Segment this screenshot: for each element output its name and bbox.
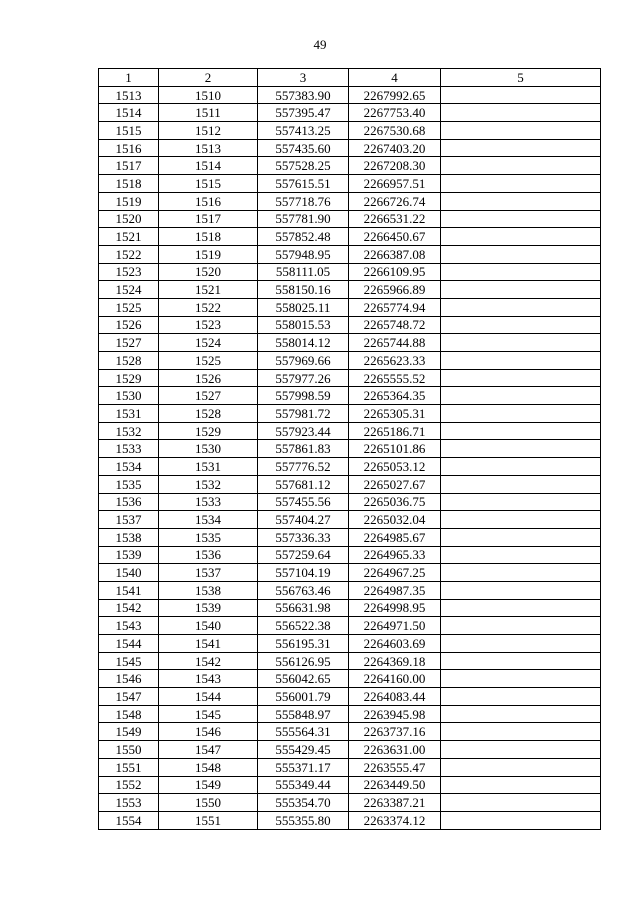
- table-cell: 1531: [159, 458, 258, 476]
- table-cell: [441, 528, 601, 546]
- table-cell: 1537: [99, 511, 159, 529]
- table-cell: [441, 511, 601, 529]
- table-cell: 2266957.51: [349, 175, 441, 193]
- table-row: [99, 581, 601, 599]
- table-cell: 2267992.65: [349, 86, 441, 104]
- table-row: [99, 440, 601, 458]
- table-cell: 1548: [159, 758, 258, 776]
- table-cell: 2265186.71: [349, 422, 441, 440]
- table-cell: [441, 334, 601, 352]
- table-cell: [441, 192, 601, 210]
- table-cell: 555564.31: [258, 723, 349, 741]
- table-row: [99, 493, 601, 511]
- table-cell: 1544: [99, 635, 159, 653]
- table-cell: 1539: [159, 599, 258, 617]
- table-cell: 2266531.22: [349, 210, 441, 228]
- table-cell: [441, 122, 601, 140]
- table-cell: 557395.47: [258, 104, 349, 122]
- table-cell: 1526: [99, 316, 159, 334]
- table-cell: 1517: [99, 157, 159, 175]
- table-cell: 1512: [159, 122, 258, 140]
- table-cell: 2264998.95: [349, 599, 441, 617]
- table-cell: 2267208.30: [349, 157, 441, 175]
- table-cell: [441, 263, 601, 281]
- table-cell: 1545: [99, 652, 159, 670]
- table-cell: 1528: [99, 352, 159, 370]
- table-cell: 1523: [99, 263, 159, 281]
- table-cell: 557455.56: [258, 493, 349, 511]
- table-cell: 2265555.52: [349, 369, 441, 387]
- table-cell: 1551: [159, 811, 258, 829]
- table-cell: 1510: [159, 86, 258, 104]
- column-header: 1: [99, 69, 159, 87]
- table-row: [99, 599, 601, 617]
- table-row: [99, 475, 601, 493]
- table-row: [99, 86, 601, 104]
- table-row: [99, 688, 601, 706]
- table-cell: [441, 688, 601, 706]
- page-number: 49: [313, 37, 327, 52]
- table-cell: [441, 776, 601, 794]
- table-cell: [441, 794, 601, 812]
- table-cell: 2267530.68: [349, 122, 441, 140]
- table-cell: 1533: [159, 493, 258, 511]
- table-cell: [441, 175, 601, 193]
- table-cell: 1536: [99, 493, 159, 511]
- table-cell: 1524: [159, 334, 258, 352]
- table-cell: 1534: [99, 458, 159, 476]
- table-cell: 1554: [99, 811, 159, 829]
- table-cell: [441, 652, 601, 670]
- table-cell: [441, 493, 601, 511]
- table-cell: [441, 104, 601, 122]
- table-cell: 557681.12: [258, 475, 349, 493]
- table-cell: 1552: [99, 776, 159, 794]
- table-cell: 1514: [159, 157, 258, 175]
- table-row: [99, 192, 601, 210]
- table-row: [99, 652, 601, 670]
- table-cell: 1538: [99, 528, 159, 546]
- table-cell: 2264160.00: [349, 670, 441, 688]
- table-row: [99, 334, 601, 352]
- table-cell: [441, 316, 601, 334]
- table-row: [99, 776, 601, 794]
- table-cell: 1538: [159, 581, 258, 599]
- table-cell: 1546: [99, 670, 159, 688]
- table-row: [99, 458, 601, 476]
- table-cell: 557336.33: [258, 528, 349, 546]
- table-cell: 1521: [99, 228, 159, 246]
- table-cell: 2265053.12: [349, 458, 441, 476]
- table-cell: 2264965.33: [349, 546, 441, 564]
- table-row: [99, 528, 601, 546]
- table-cell: 2264083.44: [349, 688, 441, 706]
- table-cell: 558015.53: [258, 316, 349, 334]
- column-header: 2: [159, 69, 258, 87]
- table-cell: 1535: [99, 475, 159, 493]
- table-cell: 1520: [99, 210, 159, 228]
- table-cell: 557998.59: [258, 387, 349, 405]
- table-row: [99, 422, 601, 440]
- table-cell: 557923.44: [258, 422, 349, 440]
- table-cell: [441, 139, 601, 157]
- table-cell: 2263945.98: [349, 705, 441, 723]
- table-cell: 557948.95: [258, 245, 349, 263]
- table-cell: 1514: [99, 104, 159, 122]
- table-cell: 2264985.67: [349, 528, 441, 546]
- table-row: [99, 122, 601, 140]
- table-cell: [441, 298, 601, 316]
- table-cell: 1548: [99, 705, 159, 723]
- table-cell: 2264987.35: [349, 581, 441, 599]
- table-cell: 1549: [159, 776, 258, 794]
- table-row: [99, 369, 601, 387]
- table-cell: 1513: [99, 86, 159, 104]
- table-cell: 555848.97: [258, 705, 349, 723]
- table-row: [99, 139, 601, 157]
- table-cell: 557852.48: [258, 228, 349, 246]
- table-row: [99, 210, 601, 228]
- table-row: [99, 811, 601, 829]
- table-cell: 1553: [99, 794, 159, 812]
- table-cell: 2263449.50: [349, 776, 441, 794]
- table-cell: 555355.80: [258, 811, 349, 829]
- table-cell: 1543: [159, 670, 258, 688]
- table-row: [99, 670, 601, 688]
- table-row: [99, 635, 601, 653]
- table-cell: 557981.72: [258, 405, 349, 423]
- table-row: [99, 758, 601, 776]
- table-cell: 557404.27: [258, 511, 349, 529]
- table-cell: 1547: [99, 688, 159, 706]
- table-cell: 557615.51: [258, 175, 349, 193]
- table-cell: 557104.19: [258, 564, 349, 582]
- table-cell: 1550: [159, 794, 258, 812]
- table-cell: 2263555.47: [349, 758, 441, 776]
- table-cell: 2265748.72: [349, 316, 441, 334]
- table-cell: 2266387.08: [349, 245, 441, 263]
- table-cell: 1516: [99, 139, 159, 157]
- table-cell: 1545: [159, 705, 258, 723]
- table-cell: 1535: [159, 528, 258, 546]
- table-cell: 558014.12: [258, 334, 349, 352]
- table-cell: 557718.76: [258, 192, 349, 210]
- table-row: [99, 316, 601, 334]
- table-cell: [441, 369, 601, 387]
- table-cell: 2265032.04: [349, 511, 441, 529]
- table-cell: 1542: [99, 599, 159, 617]
- table-cell: 1547: [159, 741, 258, 759]
- table-row: [99, 387, 601, 405]
- table-row: [99, 546, 601, 564]
- table-cell: 557861.83: [258, 440, 349, 458]
- table-cell: 1526: [159, 369, 258, 387]
- table-cell: 1551: [99, 758, 159, 776]
- table-cell: 2265966.89: [349, 281, 441, 299]
- table-cell: 1531: [99, 405, 159, 423]
- table-cell: 2266450.67: [349, 228, 441, 246]
- table-cell: 2265027.67: [349, 475, 441, 493]
- table-cell: 1542: [159, 652, 258, 670]
- table-cell: [441, 281, 601, 299]
- table-cell: 1523: [159, 316, 258, 334]
- table-cell: [441, 581, 601, 599]
- table-cell: 1519: [99, 192, 159, 210]
- table-cell: 1530: [99, 387, 159, 405]
- table-cell: [441, 228, 601, 246]
- table-cell: 2263387.21: [349, 794, 441, 812]
- table-cell: 1522: [159, 298, 258, 316]
- table-cell: [441, 352, 601, 370]
- table-cell: [441, 422, 601, 440]
- table-cell: 1534: [159, 511, 258, 529]
- table-cell: 1530: [159, 440, 258, 458]
- table-cell: 1516: [159, 192, 258, 210]
- table-cell: 2265036.75: [349, 493, 441, 511]
- table-cell: [441, 811, 601, 829]
- table-cell: 2265101.86: [349, 440, 441, 458]
- table-cell: 557413.25: [258, 122, 349, 140]
- table-cell: 556001.79: [258, 688, 349, 706]
- table-cell: 2265623.33: [349, 352, 441, 370]
- column-header: 4: [349, 69, 441, 87]
- table-cell: 2265364.35: [349, 387, 441, 405]
- table-cell: [441, 758, 601, 776]
- table-cell: [441, 670, 601, 688]
- column-header: 3: [258, 69, 349, 87]
- table-cell: [441, 617, 601, 635]
- table-cell: 556522.38: [258, 617, 349, 635]
- table-row: [99, 175, 601, 193]
- table-cell: 1528: [159, 405, 258, 423]
- table-cell: 557259.64: [258, 546, 349, 564]
- table-row: [99, 228, 601, 246]
- table-cell: [441, 741, 601, 759]
- table-cell: 1536: [159, 546, 258, 564]
- table-row: [99, 511, 601, 529]
- table-cell: 555371.17: [258, 758, 349, 776]
- table-cell: 2264603.69: [349, 635, 441, 653]
- table-row: [99, 157, 601, 175]
- coordinates-table: [98, 68, 601, 830]
- table-cell: 2267753.40: [349, 104, 441, 122]
- table-row: [99, 741, 601, 759]
- table-cell: 1529: [99, 369, 159, 387]
- table-cell: [441, 387, 601, 405]
- table-row: [99, 104, 601, 122]
- table-cell: 557977.26: [258, 369, 349, 387]
- table-cell: 1524: [99, 281, 159, 299]
- table-cell: 557383.90: [258, 86, 349, 104]
- table-row: [99, 298, 601, 316]
- table-cell: 1546: [159, 723, 258, 741]
- table-cell: 2265305.31: [349, 405, 441, 423]
- table-cell: 2263631.00: [349, 741, 441, 759]
- table-cell: 2264971.50: [349, 617, 441, 635]
- table-row: [99, 723, 601, 741]
- table-cell: 1511: [159, 104, 258, 122]
- table-row: [99, 281, 601, 299]
- table-cell: 1540: [159, 617, 258, 635]
- table-cell: [441, 458, 601, 476]
- table-cell: 1543: [99, 617, 159, 635]
- table-cell: 1541: [159, 635, 258, 653]
- table-cell: 557435.60: [258, 139, 349, 157]
- table-cell: 1541: [99, 581, 159, 599]
- table-cell: 2264967.25: [349, 564, 441, 582]
- table-cell: 1549: [99, 723, 159, 741]
- table-cell: 1513: [159, 139, 258, 157]
- table-cell: 556126.95: [258, 652, 349, 670]
- table-cell: 1521: [159, 281, 258, 299]
- table-cell: 1529: [159, 422, 258, 440]
- table-cell: [441, 564, 601, 582]
- table-cell: 1533: [99, 440, 159, 458]
- table-row: [99, 705, 601, 723]
- table-cell: [441, 599, 601, 617]
- table-cell: [441, 157, 601, 175]
- table-cell: 1532: [159, 475, 258, 493]
- table-row: [99, 564, 601, 582]
- table-cell: 1527: [99, 334, 159, 352]
- table-cell: 1522: [99, 245, 159, 263]
- table-cell: 556195.31: [258, 635, 349, 653]
- table-cell: 557969.66: [258, 352, 349, 370]
- table-row: [99, 405, 601, 423]
- table-cell: 556763.46: [258, 581, 349, 599]
- column-header: 5: [441, 69, 601, 87]
- table-cell: 1518: [99, 175, 159, 193]
- table-cell: 1517: [159, 210, 258, 228]
- table-cell: [441, 440, 601, 458]
- table-cell: 557528.25: [258, 157, 349, 175]
- table-cell: 558150.16: [258, 281, 349, 299]
- table-cell: [441, 245, 601, 263]
- table-cell: 558111.05: [258, 263, 349, 281]
- table-cell: 1544: [159, 688, 258, 706]
- table-cell: 1515: [99, 122, 159, 140]
- table-cell: 556631.98: [258, 599, 349, 617]
- table-cell: 556042.65: [258, 670, 349, 688]
- table-cell: 1518: [159, 228, 258, 246]
- table-cell: [441, 723, 601, 741]
- table-body: [99, 86, 601, 829]
- table-cell: 555354.70: [258, 794, 349, 812]
- table-cell: [441, 210, 601, 228]
- table-cell: 555349.44: [258, 776, 349, 794]
- table-cell: 1515: [159, 175, 258, 193]
- table-cell: 2267403.20: [349, 139, 441, 157]
- table-cell: [441, 546, 601, 564]
- table-cell: 1550: [99, 741, 159, 759]
- table-cell: 2263374.12: [349, 811, 441, 829]
- table-cell: 1539: [99, 546, 159, 564]
- table-row: [99, 794, 601, 812]
- table-cell: [441, 86, 601, 104]
- table-cell: 1525: [99, 298, 159, 316]
- table-cell: [441, 405, 601, 423]
- table-row: [99, 245, 601, 263]
- table-cell: 1520: [159, 263, 258, 281]
- table-cell: 2265744.88: [349, 334, 441, 352]
- table-cell: 557781.90: [258, 210, 349, 228]
- table-cell: 1532: [99, 422, 159, 440]
- table-cell: [441, 475, 601, 493]
- table-cell: 558025.11: [258, 298, 349, 316]
- table-cell: 2263737.16: [349, 723, 441, 741]
- table-cell: 2266109.95: [349, 263, 441, 281]
- table-cell: [441, 705, 601, 723]
- table-row: [99, 263, 601, 281]
- table-cell: 557776.52: [258, 458, 349, 476]
- table-cell: 1525: [159, 352, 258, 370]
- table-cell: 1537: [159, 564, 258, 582]
- table-cell: 555429.45: [258, 741, 349, 759]
- table-cell: 2264369.18: [349, 652, 441, 670]
- table-cell: 2265774.94: [349, 298, 441, 316]
- table-cell: [441, 635, 601, 653]
- table-row: [99, 352, 601, 370]
- table-cell: 1519: [159, 245, 258, 263]
- table-row: [99, 617, 601, 635]
- table-cell: 1540: [99, 564, 159, 582]
- table-header-row: [99, 69, 601, 87]
- table-cell: 2266726.74: [349, 192, 441, 210]
- table-cell: 1527: [159, 387, 258, 405]
